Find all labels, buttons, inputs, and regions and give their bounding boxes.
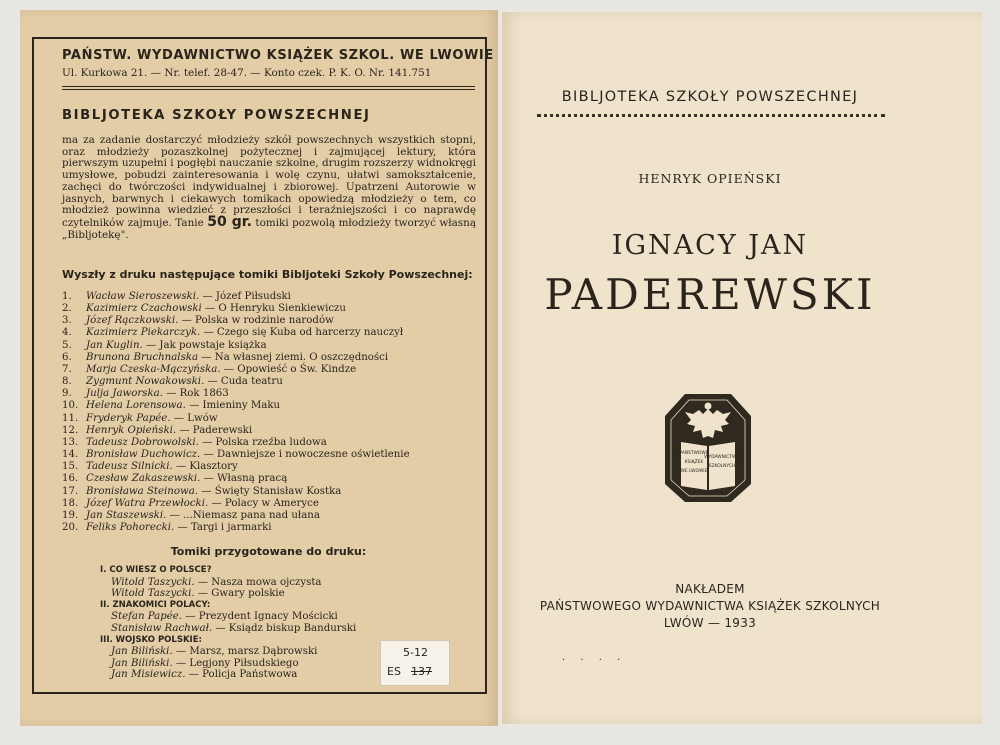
- book-title-line1: IGNACY JAN: [611, 230, 809, 261]
- item-title: — Polska w rodzinie narodów: [178, 315, 334, 327]
- item-author: Bronisława Steinowa.: [86, 485, 199, 497]
- item-title: — Czego się Kuba od harcerzy nauczył: [200, 327, 404, 339]
- item-author: Feliks Pohorecki.: [86, 521, 175, 533]
- list-item: [62, 425, 482, 437]
- item-number: 14.: [62, 449, 79, 461]
- item-title: — Rok 1863: [162, 388, 229, 400]
- item-title: — Klasztory: [172, 461, 238, 473]
- item-title: — Ksiądz biskup Bandurski: [212, 622, 357, 634]
- item-number: 3.: [62, 315, 72, 327]
- item-author: Józef Rączkowski.: [86, 315, 179, 327]
- list-item: [62, 449, 482, 461]
- item-title: — Dawniejsze i nowoczesne oświetlenie: [200, 449, 410, 461]
- item-number: 6.: [62, 351, 72, 363]
- list-item: [62, 461, 482, 473]
- item-author: Wacław Sieroszewski.: [86, 291, 200, 302]
- emblem-text-line: KSIĄŻEK: [684, 460, 704, 465]
- list-item: [62, 376, 482, 388]
- list-item: [62, 303, 482, 315]
- item-title: — Targi i jarmarki: [174, 521, 272, 533]
- list-item: [62, 340, 482, 352]
- item-title: — Własną pracą: [200, 473, 288, 485]
- stamp-struck-number: 137: [411, 665, 432, 678]
- item-number: 5.: [62, 339, 72, 351]
- item-title: — Marsz, marsz Dąbrowski: [172, 646, 318, 658]
- list-item: [62, 437, 482, 449]
- item-title: — Imieniny Maku: [185, 400, 281, 412]
- item-author: Witold Taszycki.: [111, 588, 195, 600]
- list-item: [100, 611, 480, 623]
- list-item: [62, 413, 482, 425]
- item-author: Witold Taszycki.: [111, 576, 195, 588]
- item-title: — Gwary polskie: [194, 588, 285, 600]
- published-heading: Wyszły z druku następujące tomiki Bibljoteki Szkoły Powszechnej:: [62, 268, 473, 281]
- item-number: 20.: [62, 521, 79, 533]
- emblem-text-line: WYDAWNICTWO: [704, 455, 740, 460]
- item-author: Jan Staszewski.: [86, 509, 167, 521]
- item-author: Henryk Opieński.: [86, 424, 177, 436]
- item-number: 1.: [62, 291, 72, 302]
- book-author: HENRYK OPIEŃSKI: [638, 171, 782, 186]
- item-author: Brunona Bruchnalska: [86, 351, 199, 363]
- item-number: 7.: [62, 363, 72, 375]
- published-list: [62, 291, 482, 534]
- item-author: Kazimierz Czachowski: [86, 303, 202, 315]
- item-title: — Święty Stanisław Kostka: [198, 485, 342, 497]
- item-title: — Policja Państwowa: [185, 669, 298, 681]
- list-item: [62, 510, 482, 522]
- item-author: Jan Biliński.: [111, 657, 173, 669]
- publisher-block: [520, 581, 900, 632]
- item-number: 12.: [62, 424, 79, 436]
- item-title: — Prezydent Ignacy Mościcki: [182, 611, 338, 623]
- item-author: Czesław Zakaszewski.: [86, 473, 201, 485]
- item-title: — Legjony Piłsudskiego: [172, 657, 299, 669]
- publisher-line2: PAŃSTWOWEGO WYDAWNICTWA KSIĄŻEK SZKOLNYCH: [539, 599, 881, 613]
- item-author: Jan Kuglin.: [86, 339, 143, 351]
- list-item: [62, 400, 482, 412]
- emblem-text-line: SZKOLNYCH: [708, 464, 736, 469]
- item-number: 16.: [62, 473, 79, 485]
- item-author: Józef Watra Przewłocki.: [86, 497, 209, 509]
- list-item: [62, 473, 482, 485]
- list-item: [100, 623, 480, 635]
- item-number: 2.: [62, 303, 72, 315]
- category-heading: II. ZNAKOMICI POLACY:: [100, 599, 211, 610]
- item-title: — Józef Piłsudski: [199, 291, 291, 302]
- stamp-prefix: ES: [387, 665, 401, 678]
- paper-specks: · · · ·: [562, 655, 627, 666]
- item-title: — Paderewski: [176, 424, 253, 436]
- category-heading: III. WOJSKO POLSKIE:: [100, 634, 202, 645]
- item-author: Tadeusz Silnicki.: [86, 461, 173, 473]
- series-heading: BIBLJOTEKA SZKOŁY POWSZECHNEJ: [62, 108, 371, 123]
- item-number: 11.: [62, 412, 79, 424]
- item-number: 9.: [62, 388, 72, 400]
- publisher-line1: NAKŁADEM: [675, 582, 745, 596]
- item-number: 13.: [62, 436, 79, 448]
- item-number: 18.: [62, 497, 79, 509]
- item-author: Jan Misiewicz.: [111, 669, 186, 681]
- list-item: [62, 352, 482, 364]
- publisher-line3: LWÓW — 1933: [663, 616, 757, 630]
- list-item: [100, 577, 480, 589]
- item-author: Marja Czeska-Mączyńska.: [86, 363, 221, 375]
- item-title: — Opowieść o Św. Kindze: [220, 363, 357, 375]
- list-item: [100, 588, 480, 600]
- item-number: 8.: [62, 376, 72, 388]
- price-prefix: Tanie: [175, 216, 204, 229]
- item-title: — ...Niemasz pana nad ułana: [166, 509, 320, 521]
- header-rule: [62, 86, 475, 87]
- item-title: — Lwów: [170, 412, 218, 424]
- item-number: 15.: [62, 461, 79, 473]
- item-title: — Polacy w Ameryce: [208, 497, 319, 509]
- item-title: — Jak powstaje książka: [142, 339, 267, 351]
- price-suffix: tomiki pozwolą młodzieży tworzyć własną „Bibljotekę".: [62, 216, 477, 241]
- item-author: Fryderyk Papée.: [86, 412, 171, 424]
- item-author: Zygmunt Nowakowski.: [86, 376, 205, 388]
- item-title: — Cuda teatru: [204, 376, 283, 388]
- header-rule-double: [62, 89, 475, 90]
- item-author: Helena Lorensowa.: [86, 400, 186, 412]
- item-author: Tadeusz Dobrowolski.: [86, 436, 199, 448]
- dotted-rule: [537, 114, 885, 117]
- list-item: [62, 364, 482, 376]
- list-item: [62, 315, 482, 327]
- list-item: [62, 327, 482, 339]
- price-label: 50 gr.: [207, 213, 252, 230]
- in-prep-heading: Tomiki przygotowane do druku:: [170, 545, 367, 558]
- item-number: 4.: [62, 327, 72, 339]
- item-number: 10.: [62, 400, 79, 412]
- list-item: [62, 486, 482, 498]
- list-item: [62, 498, 482, 510]
- item-number: 17.: [62, 485, 79, 497]
- item-author: Jan Biliński.: [111, 646, 173, 658]
- list-item: [62, 388, 482, 400]
- series-description: [62, 135, 476, 241]
- item-title: — Na własnej ziemi. O oszczędności: [198, 351, 389, 363]
- publisher-header: PAŃSTW. WYDAWNICTWO KSIĄŻEK SZKOL. WE LWOWIE: [62, 48, 494, 63]
- publisher-address: Ul. Kurkowa 21. — Nr. telef. 28-47. — Konto czek. P. K. O. Nr. 141.751: [62, 67, 432, 79]
- series-title: BIBLJOTEKA SZKOŁY POWSZECHNEJ: [561, 89, 859, 105]
- description-text: ma za zadanie dostarczyć młodzieży szkół powszechnych wszystkich stopni, oraz młodzieży pozaszkolnej pożytecznej i zajmującej lektury, która pierwszym uzupełni i pogłębi nauczanie szkolne, drugim rozszerzy widnokręgi umysłowe, pobudzi zainteresowania i wolę czynu, ułatwi samokształcenie, zachęci do twórczości indywidualnej i zbiorowej. Upatrzeni Autorowie w jasnych, barwnych i ciekawych tomikach opowiedzą młodzieży o tem, co młodzież powinna wiedzieć z przeszłości i teraźniejszości i co naprawdę czytelników zajmuje.: [62, 134, 476, 229]
- stamp-line1: 5-12: [403, 646, 428, 659]
- category-heading: I. CO WIESZ O POLSCE?: [100, 565, 212, 575]
- emblem-text-line: PAŃSTWOWE: [679, 451, 709, 456]
- list-item: [62, 522, 482, 534]
- item-author: Julja Jaworska.: [86, 388, 163, 400]
- emblem-text-line: WE LWOWIE: [680, 469, 708, 474]
- item-number: 19.: [62, 509, 79, 521]
- item-title: — O Henryku Sienkiewiczu: [201, 303, 346, 315]
- item-author: Kazimierz Piekarczyk.: [86, 327, 201, 339]
- item-author: Stanisław Rachwał.: [111, 622, 213, 634]
- item-title: — Nasza mowa ojczysta: [194, 576, 322, 588]
- publisher-emblem: [663, 392, 753, 504]
- book-title-line2: PADEREWSKI: [544, 270, 876, 319]
- item-author: Stefan Papée.: [111, 611, 183, 623]
- list-item: [62, 291, 482, 303]
- item-title: — Polska rzeźba ludowa: [198, 436, 327, 448]
- item-author: Bronisław Duchowicz.: [86, 449, 201, 461]
- library-stamp: [380, 640, 450, 686]
